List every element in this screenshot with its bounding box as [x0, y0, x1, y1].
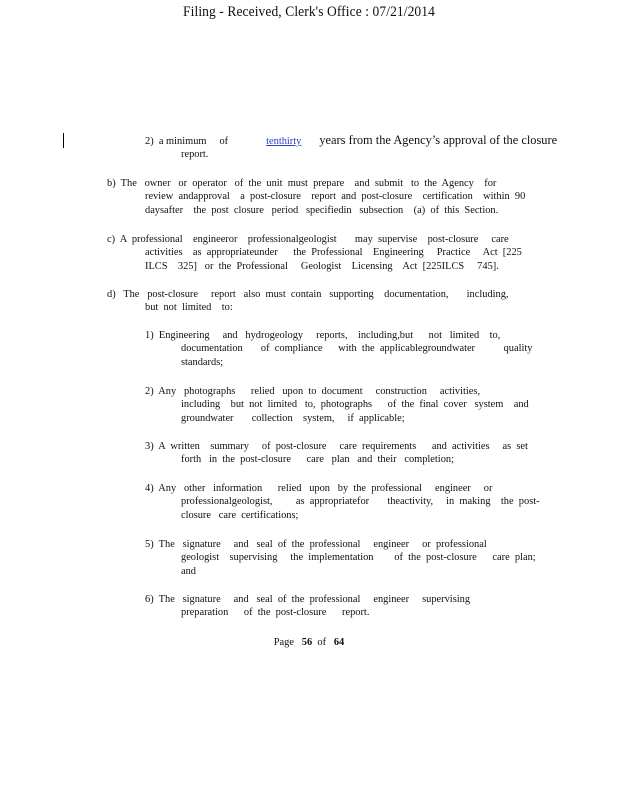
list-item-d3: 3) A written summary of post-closure care requirements and activities as set forth in the post-closure care plan and their completion; [145, 441, 528, 466]
list-item-d4: 4) Any other information relied upon by the professional engineer or professionalgeologist, as appropriatefor theactivity, in making the post- closure care certifications; [145, 483, 540, 521]
paragraph-d: d) The post-closure report also must contain supporting documentation, including, but not limited to: [107, 289, 509, 314]
filing-header: Filing - Received, Clerk's Office : 07/21/2014 [183, 4, 435, 20]
list-item-d6: 6) The signature and seal of the professional engineer supervising preparation of the post-closure report. [145, 594, 471, 619]
page-number: 56 [301, 637, 313, 648]
inserted-word: thirty [278, 136, 302, 147]
list-item-d2: 2) Any photographs relied upon to document construction activities, including but not limited to, photographs of the final cover system and groundwater collection system, if applicable; [145, 386, 529, 424]
deleted-word: ten [266, 136, 279, 147]
page-footer: Page 56 of 64 [273, 637, 345, 648]
item-a2-line2: report. [181, 149, 209, 161]
item-a2-line1: 2) a minimum of tenthirty years from the Agency’s approval of the closure [145, 133, 558, 147]
paragraph-c: c) A professional engineeror professionalgeologist may supervise post-closure care activities as appropriateunder the Professional Engineering Practice Act [225 ILCS 325] or the Professional Geologist Licensing Act [225ILCS 745]. [107, 234, 522, 272]
total-pages: 64 [333, 637, 345, 648]
list-item-d5: 5) The signature and seal of the professional engineer or professional geologist supervising the implementation of the post-closure care plan; and [145, 539, 536, 577]
list-item-a2 [145, 134, 557, 162]
text-cursor [63, 133, 64, 148]
paragraph-b: b) The owner or operator of the unit must prepare and submit to the Agency for review andapproval a post-closure report and post-closure certification within 90 daysafter the post closure period specifiedin subsection (a) of this Section. [107, 178, 526, 216]
list-item-d1: 1) Engineering and hydrogeology reports, including,but not limited to, documentation of compliance with the applicablegroundwater quality standards; [145, 330, 533, 368]
